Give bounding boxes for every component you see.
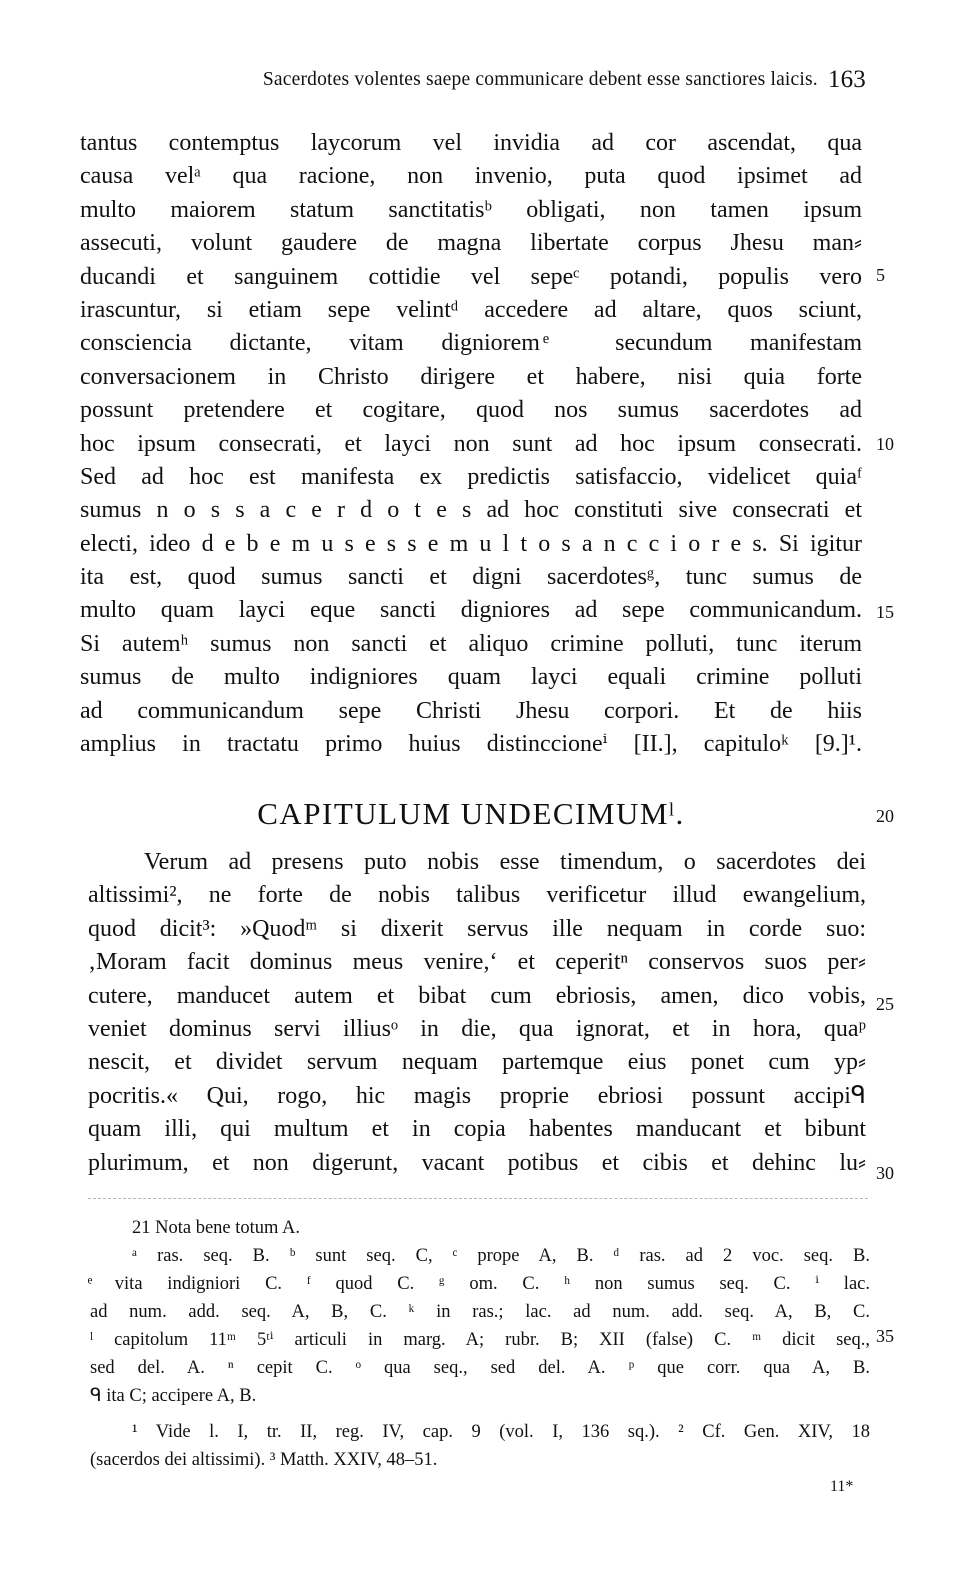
- text-line: veniet dominus servi illiusᵒ in die, qua ignorat, et in hora, quaᵖ: [88, 1015, 866, 1042]
- margin-line-number: 10: [876, 434, 894, 454]
- reference-line: ¹ Vide l. I, tr. II, reg. IV, cap. 9 (vol. I, 136 sq.). ² Cf. Gen. XIV, 18: [132, 1422, 870, 1442]
- footnote-line: sed del. A. ⁿ cepit C. ᵒ qua seq., sed del. A. ᵖ que corr. qua A, B.: [90, 1358, 870, 1378]
- margin-line-number: 35: [876, 1326, 894, 1346]
- text-line: nescit, et dividet servum nequam partemque eius ponet cum yp⸗: [88, 1049, 866, 1076]
- text-line: Si autemʰ sumus non sancti et aliquo crimine polluti, tunc iterum: [80, 630, 862, 657]
- running-head: [0, 66, 866, 94]
- apparatus-notes: [90, 1214, 870, 1474]
- text-line: conversacionem in Christo dirigere et habere, nisi quia forte: [80, 363, 862, 390]
- text-line: multo quam layci eque sancti digniores ad sepe communicandum.: [80, 597, 862, 624]
- chapter-text: [88, 846, 866, 1180]
- text-line: tantus contemptus laycorum vel invidia ad cor ascendat, qua: [80, 130, 862, 156]
- reference-line: (sacerdos dei altissimi). ³ Matth. XXIV, 48–51.: [90, 1450, 438, 1470]
- margin-line-number: 5: [876, 265, 885, 285]
- text-line: sumus n o s s a c e r d o t e s ad hoc constituti sive consecrati et: [80, 497, 862, 524]
- text-line: quod dicit³: »Quodᵐ si dixerit servus ille nequam in corde suo:: [88, 915, 866, 942]
- text-line: amplius in tractatu primo huius distinccioneⁱ [II.], capituloᵏ [9.]¹.: [80, 731, 862, 758]
- text-line: electi, ideo d e b e m u s e s s e m u l t o s a n c c i o r e s. Si igitur: [80, 530, 862, 557]
- footnote-line: ͤ vita indigniori C. ᶠ quod C. ᵍ om. C. ʰ non sumus seq. C. ⁱ lac.: [90, 1274, 870, 1294]
- footnote-line: ad num. add. seq. A, B, C. ᵏ in ras.; lac. ad num. add. seq. A, B, C.: [90, 1302, 870, 1322]
- text-line: irascuntur, si etiam sepe velintᵈ accedere ad altare, quos sciunt,: [80, 296, 862, 323]
- text-line: multo maiorem statum sanctitatisᵇ obligati, non tamen ipsum: [80, 196, 862, 223]
- chapter-heading: [0, 796, 960, 832]
- text-line: ad communicandum sepe Christi Jhesu corpori. Et de hiis: [80, 697, 862, 724]
- text-line: cutere, manducet autem et bibat cum ebriosis, amen, dico vobis,: [88, 982, 866, 1009]
- text-line: Sed ad hoc est manifesta ex predictis satisfaccio, videlicet quiaᶠ: [80, 463, 862, 490]
- chapter-title: CAPITULUM UNDECIMUMˡ.: [257, 796, 685, 831]
- text-line: Verum ad presens puto nobis esse timendum, o sacerdotes dei: [144, 849, 866, 875]
- text-line: ita est, quod sumus sancti et digni sacerdotesᵍ, tunc sumus de: [80, 564, 862, 591]
- text-line: plurimum, et non digerunt, vacant potibus et cibis et dehinc lu⸗: [88, 1149, 866, 1176]
- margin-line-number: 25: [876, 994, 894, 1014]
- footnote-line: ᑫ ita C; accipere A, B.: [90, 1386, 257, 1406]
- margin-line-number: 15: [876, 602, 894, 622]
- footnote-separator: [88, 1198, 868, 1199]
- text-line: ‚Moram facit dominus meus venire,‘ et ceperitⁿ conservos suos per⸗: [88, 949, 866, 976]
- text-line: ducandi et sanguinem cottidie vel sepeᶜ potandi, populis vero: [80, 263, 862, 290]
- text-line: causa velᵃ qua racione, non invenio, puta quod ipsimet ad: [80, 163, 862, 190]
- footnote-line: 21 Nota bene totum A.: [132, 1218, 301, 1238]
- text-line: quam illi, qui multum et in copia habentes manducant et bibunt: [88, 1116, 866, 1143]
- source-references: [90, 1418, 870, 1474]
- footnote-line: ˡ capitolum 11ᵐ 5ᵗⁱ articuli in marg. A; rubr. B; XII (false) C. ᵐ dicit seq.,: [90, 1330, 870, 1350]
- text-line: altissimi², ne forte de nobis talibus verificetur illud ewangelium,: [88, 882, 866, 909]
- text-line: possunt pretendere et cogitare, quod nos sumus sacerdotes ad: [80, 397, 862, 424]
- main-text: [80, 127, 862, 761]
- margin-line-number: 20: [876, 806, 894, 826]
- footnote-line: ᵃ ras. seq. B. ᵇ sunt seq. C, ᶜ prope A, B. ᵈ ras. ad 2 voc. seq. B.: [132, 1246, 870, 1266]
- text-line: pocritis.« Qui, rogo, hic magis proprie ebriosi possunt accipiᑫ: [88, 1082, 866, 1109]
- signature-mark: 11*: [830, 1478, 854, 1495]
- running-title: Sacerdotes volentes saepe communicare debent esse sanctiores laicis.: [262, 69, 818, 90]
- text-line: consciencia dictante, vitam digniorem ͤ secundum manifestam: [80, 330, 862, 357]
- page-number: 163: [827, 66, 866, 93]
- text-line: sumus de multo indigniores quam layci equali crimine polluti: [80, 664, 862, 691]
- text-line: hoc ipsum consecrati, et layci non sunt ad hoc ipsum consecrati.: [80, 430, 862, 457]
- margin-line-number: 30: [876, 1163, 894, 1183]
- text-line: assecuti, volunt gaudere de magna libertate corpus Jhesu man⸗: [80, 230, 862, 257]
